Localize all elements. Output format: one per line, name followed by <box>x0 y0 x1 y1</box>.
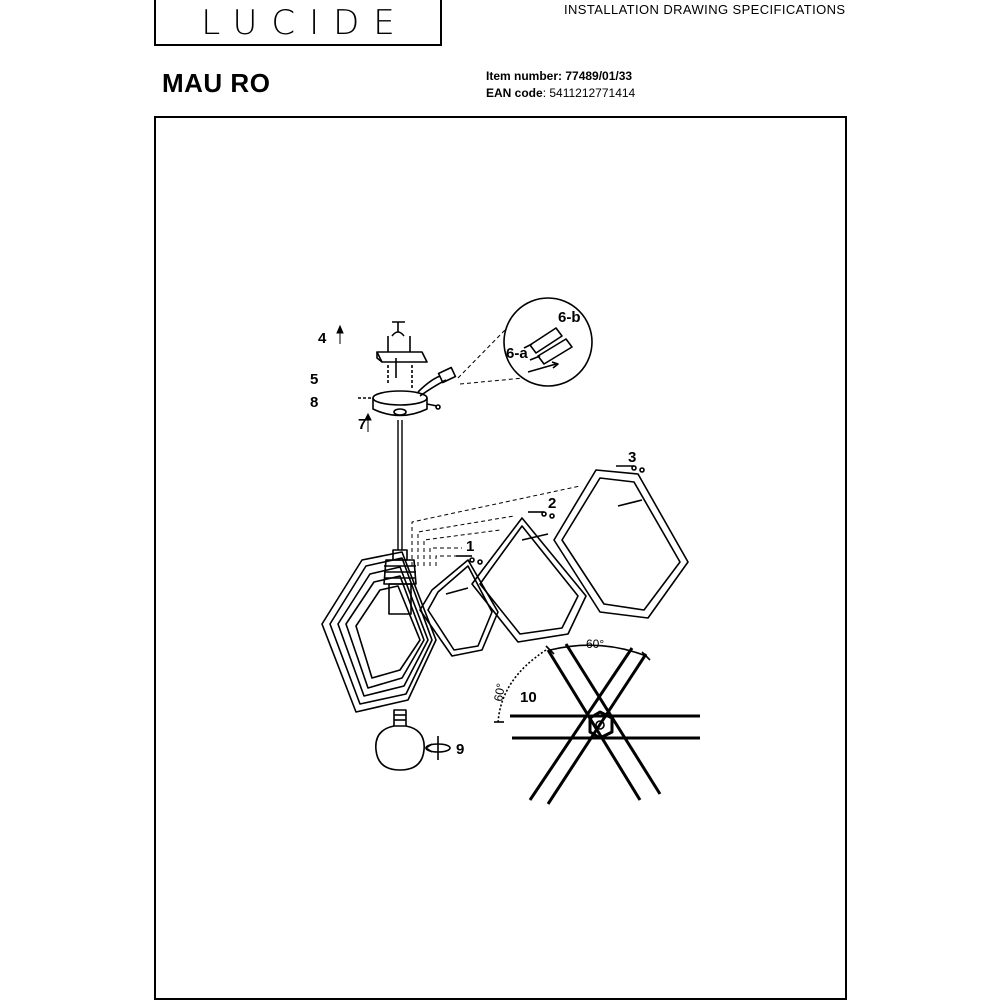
rotate-arrow-icon <box>426 736 450 760</box>
product-name: MAU RO <box>162 68 271 98</box>
assembled-shade <box>322 552 436 712</box>
label-4: 4 <box>318 330 327 347</box>
light-bulb <box>376 710 424 770</box>
label-3: 3 <box>628 449 637 466</box>
angle-label-left: 60° <box>491 682 509 703</box>
label-5: 5 <box>310 371 319 388</box>
label-2: 2 <box>548 495 557 512</box>
label-1: 1 <box>466 538 475 555</box>
ean-code-label: EAN code <box>486 86 543 100</box>
label-6a: 6-a <box>506 345 528 362</box>
item-number-label: Item number <box>486 69 559 83</box>
shade-ring-3 <box>554 470 688 618</box>
ceiling-mount-assembly <box>358 322 455 416</box>
item-number-value: : 77489/01/33 <box>558 69 633 83</box>
label-6b: 6-b <box>558 309 581 326</box>
label-8: 8 <box>310 394 319 411</box>
label-7: 7 <box>358 416 367 433</box>
ean-code-value: : 5411212771414 <box>542 86 636 100</box>
label-10: 10 <box>520 689 537 706</box>
label-9: 9 <box>456 741 465 758</box>
brand-logo-text: LUCIDE <box>201 3 409 43</box>
angle-diagram <box>494 644 700 804</box>
angle-label-top: 60° <box>586 637 605 651</box>
shade-ring-2 <box>472 518 586 642</box>
document-title: INSTALLATION DRAWING SPECIFICATIONS <box>564 2 846 17</box>
